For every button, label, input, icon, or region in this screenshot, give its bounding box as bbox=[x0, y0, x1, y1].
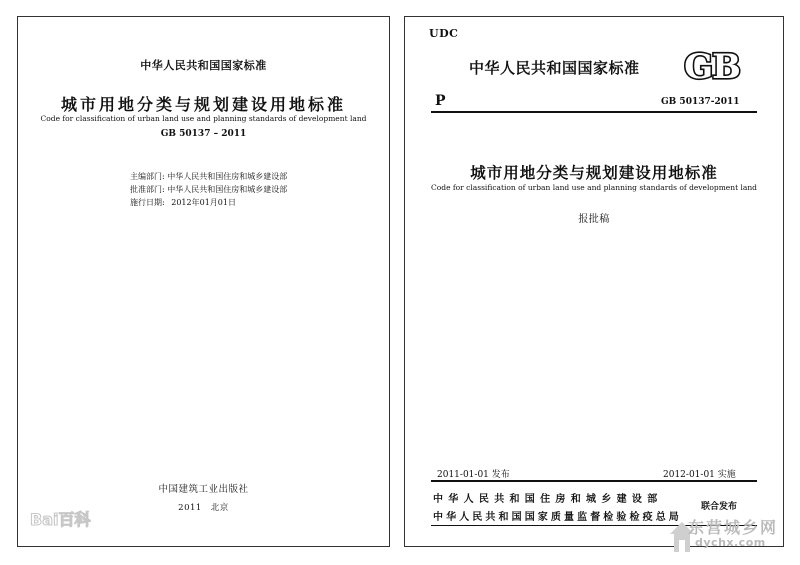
meta-value: 中华人民共和国住房和城乡建设部 bbox=[167, 172, 288, 181]
joint-release-label: 联合发布 bbox=[701, 502, 738, 512]
category-letter: P bbox=[435, 93, 446, 109]
issuing-agency-1: 中华人民共和国住房和城乡建设部 bbox=[433, 494, 663, 505]
issuing-agency-2: 中华人民共和国国家质量监督检验检疫总局 bbox=[433, 512, 682, 523]
standard-code: GB 50137 – 2011 bbox=[160, 129, 247, 139]
cover-page bbox=[404, 16, 784, 547]
standard-title-cn: 城市用地分类与规划建设用地标准 bbox=[470, 163, 718, 182]
udc-label: UDC bbox=[429, 27, 459, 40]
meta-label: 批准部门: bbox=[130, 185, 165, 194]
standard-code: GB 50137-2011 bbox=[661, 97, 740, 107]
meta-editing-dept bbox=[130, 171, 287, 182]
issuer-heading: 中华人民共和国国家标准 bbox=[140, 59, 267, 72]
meta-effective-date bbox=[130, 197, 236, 208]
meta-value: 中华人民共和国住房和城乡建设部 bbox=[167, 185, 288, 194]
gb-logo-icon bbox=[673, 47, 751, 85]
standard-title-en: Code for classification of urban land use and planning standards of development land bbox=[40, 114, 367, 123]
header-divider bbox=[431, 111, 757, 113]
draft-status: 报批稿 bbox=[578, 214, 610, 225]
standard-title-cn: 城市用地分类与规划建设用地标准 bbox=[60, 95, 346, 114]
site-watermark-name: 东营城乡网 bbox=[688, 518, 779, 537]
meta-label: 主编部门: bbox=[130, 172, 165, 181]
baidu-watermark-text: Bai百科 bbox=[30, 510, 91, 529]
implementation-date: 2012-01-01 实施 bbox=[663, 470, 736, 480]
standard-title-en: Code for classification of urban land use and planning standards of development land bbox=[431, 183, 757, 192]
baidu-watermark-icon bbox=[30, 506, 126, 532]
inner-title-page bbox=[17, 16, 390, 547]
issuer-heading: 中华人民共和国国家标准 bbox=[469, 59, 640, 77]
gb-logo-text: GB bbox=[684, 47, 740, 85]
meta-approving-dept bbox=[130, 184, 287, 195]
meta-value: 2012年01月01日 bbox=[171, 198, 236, 207]
publisher: 中国建筑工业出版社 bbox=[158, 484, 249, 495]
meta-label: 施行日期: bbox=[130, 198, 165, 207]
issue-date: 2011-01-01 发布 bbox=[437, 470, 510, 480]
footer-divider bbox=[431, 480, 757, 482]
site-watermark-url: dychx.com bbox=[695, 536, 766, 549]
publish-year-place: 2011 北京 bbox=[178, 503, 229, 513]
